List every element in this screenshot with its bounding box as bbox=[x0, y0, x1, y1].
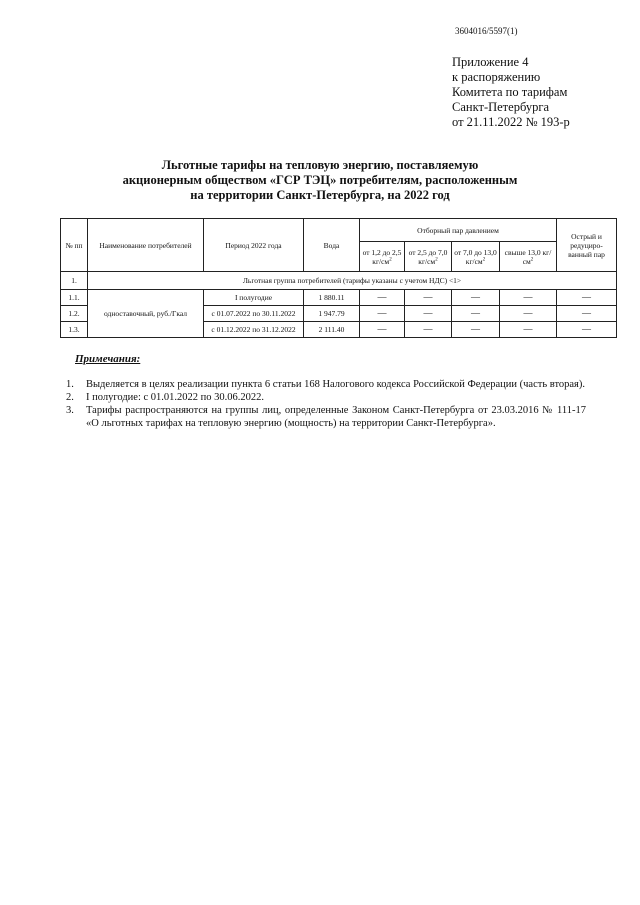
header-steam-col: от 7,0 до 13,0 $кг/см^2$ bbox=[452, 242, 500, 272]
appendix-line: Санкт-Петербурга bbox=[452, 100, 550, 114]
title-line: на территории Санкт-Петербурга, на 2022 год bbox=[190, 188, 450, 202]
header-sharp-steam: Острый и редуциро-ванный пар bbox=[557, 219, 617, 272]
title-line: акционерным обществом «ГСР ТЭЦ» потребителям, расположенным bbox=[122, 173, 518, 187]
row-dash: — bbox=[557, 306, 617, 322]
header-num: № пп bbox=[61, 219, 88, 272]
document-title bbox=[60, 158, 580, 203]
row-dash: — bbox=[557, 322, 617, 338]
header-consumer: Наименование потребителей bbox=[88, 219, 204, 272]
row-dash: — bbox=[360, 306, 405, 322]
row-water: 1 947.79 bbox=[304, 306, 360, 322]
header-period: Период 2022 года bbox=[204, 219, 304, 272]
row-dash: — bbox=[405, 306, 452, 322]
row-dash: — bbox=[405, 290, 452, 306]
note-number: 3. bbox=[66, 405, 74, 416]
row-dash: — bbox=[360, 322, 405, 338]
row-num: 1.2. bbox=[61, 306, 88, 322]
header-water: Вода bbox=[304, 219, 360, 272]
note-text: Тарифы распространяются на группы лиц, определенные Законом Санкт-Петербурга от 23.03.2016 № 111-17 «О льготных тарифах на тепловую энергию (мощность) на территории Санкт-Петербурга». bbox=[86, 405, 586, 429]
group-row-num: 1. bbox=[61, 272, 88, 290]
note-item bbox=[66, 404, 586, 430]
row-dash: — bbox=[452, 290, 500, 306]
row-dash: — bbox=[500, 290, 557, 306]
appendix-line: к распоряжению bbox=[452, 70, 541, 84]
row-dash: — bbox=[360, 290, 405, 306]
row-dash: — bbox=[405, 322, 452, 338]
note-item bbox=[66, 378, 586, 391]
appendix-line: Приложение 4 bbox=[452, 55, 529, 69]
title-line: Льготные тарифы на тепловую энергию, поставляемую bbox=[161, 158, 479, 172]
header-steam-col: свыше 13,0 $кг/см^2$ bbox=[500, 242, 557, 272]
notes-list bbox=[66, 378, 586, 430]
tariff-table bbox=[60, 218, 617, 338]
header-steam-group: Отборный пар давлением bbox=[360, 219, 557, 242]
notes-heading: Примечания: bbox=[75, 353, 141, 365]
note-text: Выделяется в целях реализации пункта 6 статьи 168 Налогового кодекса Российской Федерации (часть вторая). bbox=[86, 379, 586, 390]
appendix-line: от 21.11.2022 № 193-р bbox=[452, 115, 570, 129]
row-num: 1.3. bbox=[61, 322, 88, 338]
row-period: с 01.07.2022 по 30.11.2022 bbox=[204, 306, 304, 322]
document-id: 3604016/5597(1) bbox=[455, 26, 518, 36]
group-row-label: Льготная группа потребителей (тарифы указаны с учетом НДС) <1> bbox=[88, 272, 617, 290]
note-text: I полугодие: с 01.01.2022 по 30.06.2022. bbox=[86, 392, 265, 403]
note-number: 1. bbox=[66, 379, 74, 390]
header-steam-col: от 1,2 до 2,5 $кг/см^2$ bbox=[360, 242, 405, 272]
row-water: 1 880.11 bbox=[304, 290, 360, 306]
row-period: с 01.12.2022 по 31.12.2022 bbox=[204, 322, 304, 338]
row-dash: — bbox=[500, 322, 557, 338]
note-number: 2. bbox=[66, 392, 74, 403]
table-row bbox=[61, 290, 617, 306]
header-steam-col: от 2,5 до 7,0 $кг/см^2$ bbox=[405, 242, 452, 272]
row-dash: — bbox=[500, 306, 557, 322]
row-dash: — bbox=[452, 306, 500, 322]
appendix-block bbox=[452, 55, 570, 130]
consumer-cell: одноставочный, руб./Гкал bbox=[88, 290, 204, 338]
note-item bbox=[66, 391, 586, 404]
row-dash: — bbox=[452, 322, 500, 338]
row-dash: — bbox=[557, 290, 617, 306]
row-period: I полугодие bbox=[204, 290, 304, 306]
appendix-line: Комитета по тарифам bbox=[452, 85, 568, 99]
row-water: 2 111.40 bbox=[304, 322, 360, 338]
row-num: 1.1. bbox=[61, 290, 88, 306]
